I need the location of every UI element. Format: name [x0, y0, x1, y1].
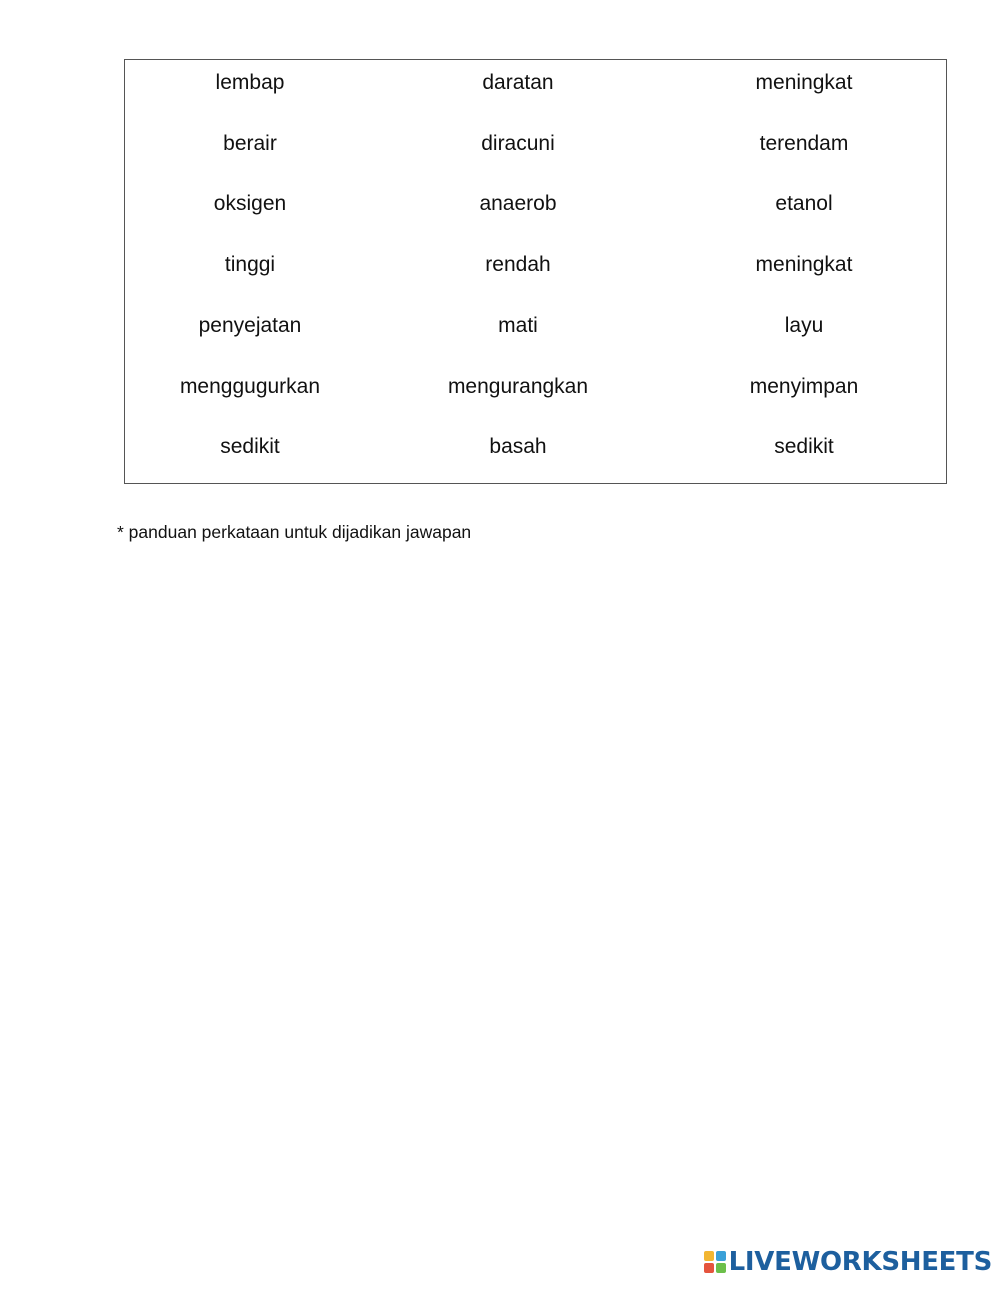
- logo-mark-square: [704, 1263, 714, 1273]
- logo-mark-square: [716, 1263, 726, 1273]
- word-cell: penyejatan: [198, 313, 302, 337]
- word-row: [125, 250, 946, 280]
- word-row: [125, 372, 946, 402]
- word-cell: tinggi: [224, 253, 276, 277]
- word-cell: layu: [784, 313, 824, 337]
- word-bank-box: [124, 59, 947, 484]
- liveworksheets-mark-icon: [704, 1251, 726, 1273]
- word-cell: meningkat: [755, 253, 853, 277]
- word-cell: menyimpan: [749, 374, 859, 398]
- word-cell: basah: [489, 435, 547, 459]
- word-cell: meningkat: [755, 71, 853, 94]
- word-cell: mengurangkan: [447, 374, 589, 398]
- logo-mark-square: [704, 1251, 714, 1261]
- word-cell: berair: [223, 131, 277, 155]
- word-row: [125, 129, 946, 159]
- word-cell: lembap: [215, 71, 285, 94]
- word-cell: oksigen: [213, 192, 287, 216]
- word-cell: sedikit: [774, 435, 834, 459]
- logo-mark-square: [716, 1251, 726, 1261]
- word-cell: daratan: [482, 71, 554, 94]
- word-cell: rendah: [485, 253, 551, 277]
- word-cell: menggugurkan: [179, 374, 321, 398]
- logo-text: LIVEWORKSHEETS: [728, 1247, 992, 1277]
- word-cell: terendam: [759, 131, 849, 155]
- word-row: [125, 68, 946, 98]
- word-row: [125, 189, 946, 219]
- word-cell: mati: [498, 313, 538, 337]
- word-row: [125, 432, 946, 462]
- word-cell: sedikit: [220, 435, 280, 459]
- word-bank-note: * panduan perkataan untuk dijadikan jawapan: [117, 522, 472, 542]
- word-cell: etanol: [775, 192, 833, 216]
- word-row: [125, 311, 946, 341]
- liveworksheets-logo: [704, 1247, 992, 1277]
- word-bank-grid: [125, 60, 946, 483]
- word-cell: diracuni: [481, 131, 555, 155]
- word-cell: anaerob: [479, 192, 557, 216]
